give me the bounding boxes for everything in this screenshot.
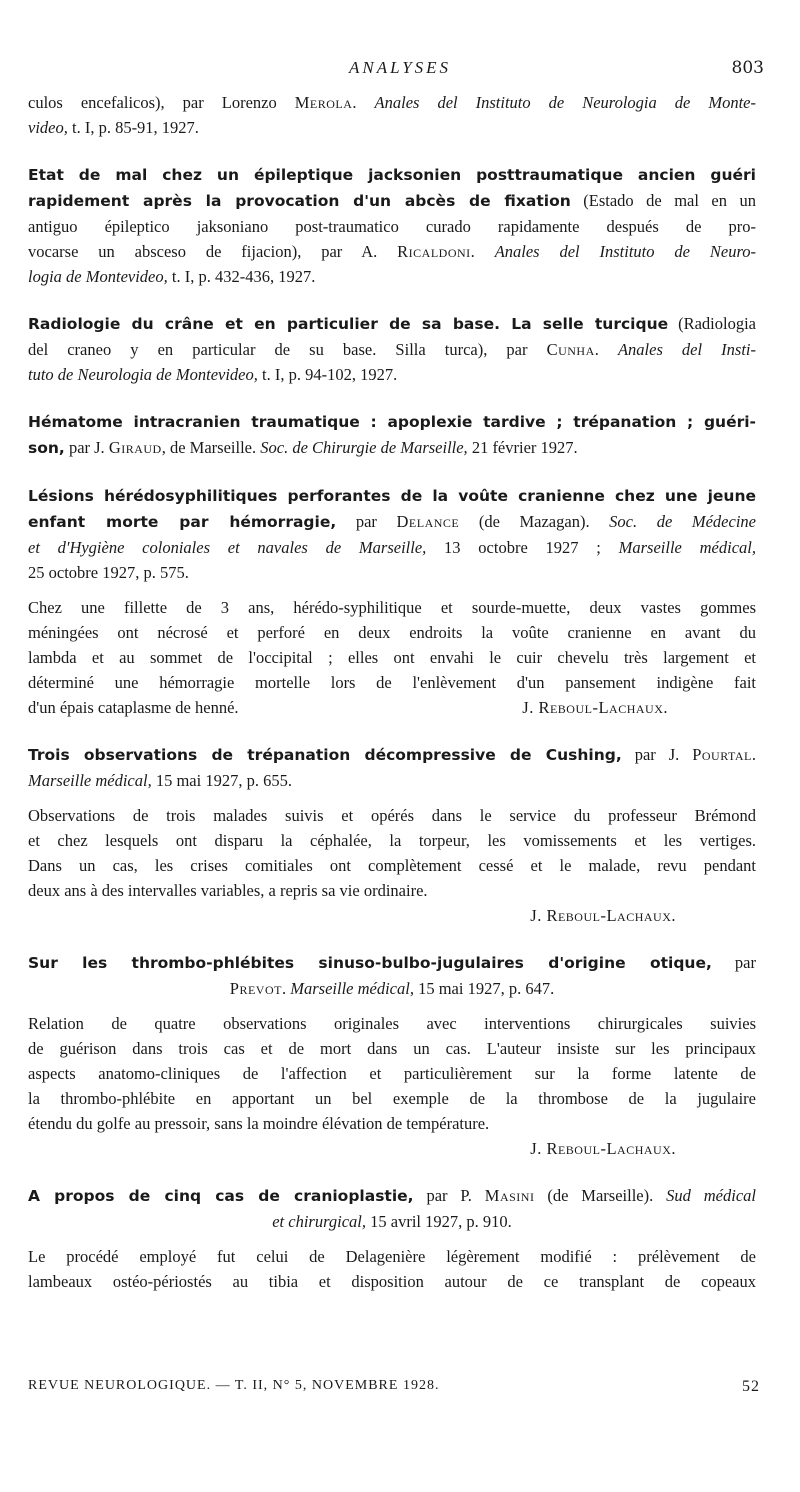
abstract-text-line: Chez une fillette de 3 ans, hérédo-syphilitique et sourde-muette, deux vastes gommes xyxy=(28,598,756,617)
abstract-entry xyxy=(28,409,756,461)
page-footer xyxy=(28,1378,760,1394)
journal-title: Anales del Insti- xyxy=(617,340,756,359)
abstract-entry xyxy=(28,162,756,289)
abstract-text-line: aspects anatomo-cliniques de l'affection et particulièrement sur la forme latente de xyxy=(28,1064,756,1083)
abstract-text-line: de guérison dans trois cas et de mort dans un cas. L'auteur insiste sur les principaux xyxy=(28,1039,756,1058)
citation-line: enfant morte par hémorragie, par Delance (de Mazagan). Soc. de Médecine xyxy=(28,512,756,531)
author-name: Masini xyxy=(484,1186,535,1205)
abstract-text-line: la thrombo-phlébite en apportant un bel exemple de la thrombose de la jugulaire xyxy=(28,1089,756,1108)
abstract-entry xyxy=(28,311,756,387)
abstract-text-line: déterminé une hémorragie mortelle lors de l'enlèvement d'un pansement indigène fait xyxy=(28,673,756,692)
page-header xyxy=(30,58,770,86)
author-name: Prevot xyxy=(229,979,282,998)
article-title: Etat de mal chez un épileptique jacksonien posttraumatique ancien guéri xyxy=(28,166,756,184)
abstract-text-line: Le procédé employé fut celui de Delagenière légèrement modifié : prélèvement de xyxy=(28,1247,756,1266)
abstract-text-line: lambda et au sommet de l'occipital ; elles ont envahi le cuir chevelu très largement et xyxy=(28,648,756,667)
journal-title: Sud médical xyxy=(666,1186,756,1205)
abstract-text-line: d'un épais cataplasme de henné. J. Reboul-Lachaux. xyxy=(28,695,756,720)
abstract-entry-continued xyxy=(28,90,756,140)
reviewer-signature: J. Reboul-Lachaux. xyxy=(530,1139,676,1158)
journal-title: Anales del Instituto de Neurologia de Monte- xyxy=(374,93,756,112)
page-content xyxy=(28,90,756,1316)
abstract-entry xyxy=(28,742,756,928)
citation-line: son, par J. Giraud, de Marseille. Soc. de Chirurgie de Marseille, 21 février 1927. xyxy=(28,438,578,457)
journal-title: Marseille médical, xyxy=(28,771,152,790)
journal-title: Soc. de Médecine xyxy=(609,512,756,531)
abstract-text-line: deux ans à des intervalles variables, a repris sa vie ordinaire. xyxy=(28,881,428,900)
citation-line: Prevot. Marseille médical, 15 mai 1927, p. 647. xyxy=(229,979,555,998)
abstract-text-line: Observations de trois malades suivis et opérés dans le service du professeur Brémond xyxy=(28,806,756,825)
author-name: Ricaldoni xyxy=(397,242,471,261)
abstract-text-line: Relation de quatre observations originales avec interventions chirurgicales suivies xyxy=(28,1014,756,1033)
article-title: Sur les thrombo-phlébites sinuso-bulbo-jugulaires d'origine otique, par xyxy=(28,953,756,972)
article-title: Hématome intracranien traumatique : apoplexie tardive ; trépanation ; guéri- xyxy=(28,413,756,431)
article-title: Trois observations de trépanation décompressive de Cushing, par J. Pourtal. xyxy=(28,745,756,764)
reviewer-signature: J. Reboul-Lachaux. xyxy=(522,698,668,717)
author-name: Cunha xyxy=(546,340,595,359)
citation-line: et d'Hygiène coloniales et navales de Marseille, 13 octobre 1927 ; Marseille médical, xyxy=(28,538,756,557)
citation-line: vocarse un absceso de fijacion), par A. Ricaldoni. Anales del Instituto de Neuro- xyxy=(28,242,756,261)
citation-line: Marseille médical, 15 mai 1927, p. 655. xyxy=(28,771,292,790)
abstract-entry xyxy=(28,483,756,720)
running-title: ANALYSES xyxy=(348,58,452,77)
author-name: Giraud xyxy=(108,438,162,457)
abstract-text-line: et chez lesquels ont disparu la céphalée, la torpeur, les vomissements et les vertiges. xyxy=(28,831,756,850)
journal-title: Soc. de Chirurgie de Marseille, xyxy=(260,438,468,457)
citation-line: 25 octobre 1927, p. 575. xyxy=(28,563,189,582)
article-title: rapidement après la provocation d'un abcès de fixation (Estado de mal en un xyxy=(28,191,756,210)
citation-line: tuto de Neurologia de Montevideo, t. I, p. 94-102, 1927. xyxy=(28,365,398,384)
journal-title: Marseille médical, xyxy=(290,979,414,998)
article-title: A propos de cinq cas de cranioplastie, par P. Masini (de Marseille). Sud médical xyxy=(28,1186,756,1205)
abstract-entry xyxy=(28,950,756,1161)
abstract-text-line: méningées ont nécrosé et perforé en deux endroits la voûte cranienne en avant du xyxy=(28,623,756,642)
sheet-number: 52 xyxy=(742,1378,760,1395)
abstract-text-line: lambeaux ostéo-périostés au tibia et disposition autour de ce transplant de copeaux xyxy=(28,1272,756,1291)
journal-title: Anales del Instituto de Neuro- xyxy=(494,242,756,261)
author-name: Merola xyxy=(294,93,353,112)
page-number: 803 xyxy=(731,58,764,78)
citation-line: et chirurgical, 15 avril 1927, p. 910. xyxy=(272,1212,512,1231)
article-title: Lésions hérédosyphilitiques perforantes de la voûte cranienne chez une jeune xyxy=(28,487,756,505)
abstract-entry xyxy=(28,1183,756,1294)
article-title: Radiologie du crâne et en particulier de sa base. La selle turcique (Radiologia xyxy=(28,314,756,333)
abstract-text-line: Dans un cas, les crises comitiales ont complètement cessé et le malade, revu pendant xyxy=(28,856,756,875)
citation-line: del craneo y en particular de su base. Silla turca), par Cunha. Anales del Insti- xyxy=(28,340,756,359)
citation-line: antiguo épileptico jaksoniano post-traumatico curado rapidamente después de pro- xyxy=(28,217,756,236)
abstract-text-line: étendu du golfe au pressoir, sans la moindre élévation de température. xyxy=(28,1114,490,1133)
author-name: Delance xyxy=(396,512,460,531)
citation-line: video, t. I, p. 85-91, 1927. xyxy=(28,118,199,137)
reviewer-signature: J. Reboul-Lachaux. xyxy=(530,906,676,925)
citation-line: culos encefalicos), par Lorenzo Merola. Anales del Instituto de Neurologia de Monte- xyxy=(28,93,756,112)
journal-issue-line: REVUE NEUROLOGIQUE. — T. II, N° 5, NOVEMBRE 1928. xyxy=(28,1378,440,1393)
author-name: Pourtal xyxy=(692,745,752,764)
citation-line: logia de Montevideo, t. I, p. 432-436, 1927. xyxy=(28,267,316,286)
